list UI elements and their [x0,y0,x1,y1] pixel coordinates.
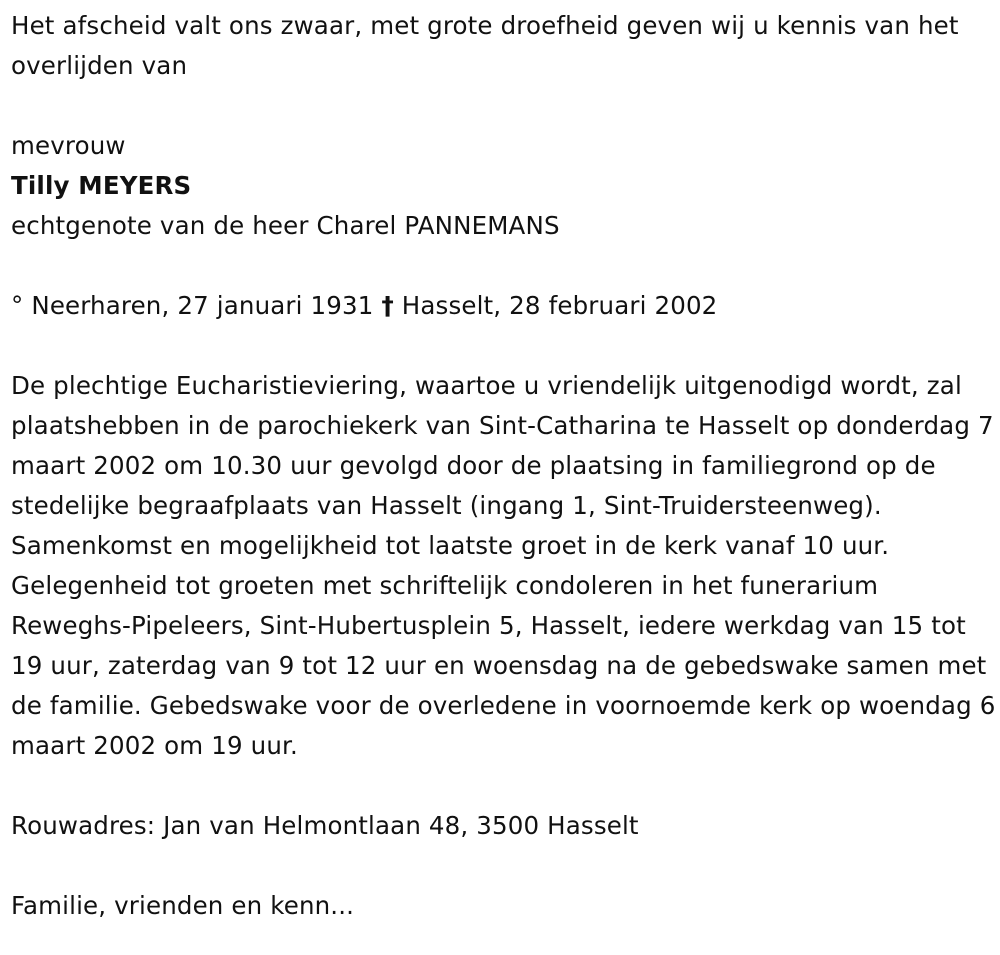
closing-text: Familie, vrienden en kenn... [11,891,355,920]
mourning-address: Rouwadres: Jan van Helmontlaan 48, 3500 Hasselt [11,811,639,840]
obituary-notice [11,6,996,926]
deceased-title: mevrouw [11,131,126,160]
deceased-name: Tilly MEYERS [11,171,192,200]
intro-text: Het afscheid valt ons zwaar, met grote droefheid geven wij u kennis van het overlijden van [11,11,959,80]
ceremony-details: De plechtige Eucharistieviering, waartoe u vriendelijk uitgenodigd wordt, zal plaatshebben in de parochiekerk van Sint-Catharina te Hasselt op donderdag 7 maart 2002 om 10.30 uur gevolgd door de plaatsing in familiegrond op de stedelijke begraafplaats van Hasselt (ingang 1, Sint-Truidersteenweg). Samenkomst en mogelijkheid tot laatste groet in de kerk vanaf 10 uur. Gelegenheid tot groeten met schriftelijk condoleren in het funerarium Reweghs-Pipeleers, Sint-Hubertusplein 5, Hasselt, iedere werkdag van 15 tot 19 uur, zaterdag van 9 tot 12 uur en woensdag na de gebedswake samen met de familie. Gebedswake voor de overledene in voornoemde kerk op woendag 6 maart 2002 om 19 uur. [11,371,996,760]
life-dates [11,286,996,326]
spouse-text: echtgenote van de heer Charel PANNEMANS [11,211,560,240]
death-text: Hasselt, 28 februari 2002 [401,291,718,320]
cross-icon: † [381,291,394,320]
birth-text: ° Neerharen, 27 januari 1931 [11,291,374,320]
